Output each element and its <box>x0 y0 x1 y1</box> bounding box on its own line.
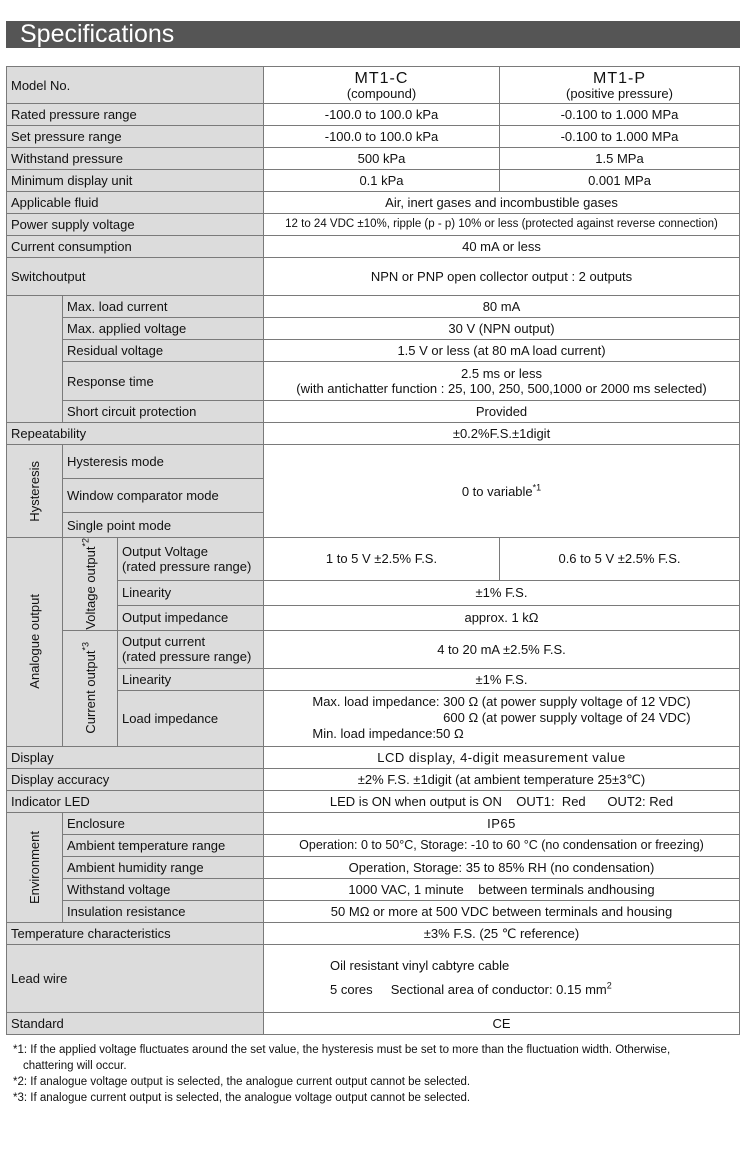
cell-value: 1000 VAC, 1 minute between terminals andhousing <box>264 878 740 900</box>
table-row <box>7 192 740 214</box>
table-row <box>7 768 740 790</box>
section-header <box>6 21 740 48</box>
row-label: Standard <box>7 1012 264 1034</box>
model-c: MT1-C <box>354 69 409 87</box>
row-label: Lead wire <box>7 944 264 1012</box>
group-label: Hysteresis <box>27 460 42 522</box>
table-row <box>7 1012 740 1034</box>
row-label: Switchoutput <box>7 258 264 296</box>
row-label: Withstand pressure <box>7 148 264 170</box>
table-row <box>7 630 740 668</box>
row-label: Display accuracy <box>7 768 264 790</box>
table-row <box>7 856 740 878</box>
voltage-group-label <box>80 538 98 630</box>
cell-value: ±0.2%F.S.±1digit <box>264 423 740 445</box>
cell-c: -100.0 to 100.0 kPa <box>264 126 500 148</box>
lead-wire-cell <box>264 944 740 1012</box>
table-row <box>7 362 740 401</box>
row-label: Repeatability <box>7 423 264 445</box>
load-impedance-block <box>312 694 690 742</box>
cell-value: ±1% F.S. <box>264 668 740 690</box>
cell-c: -100.0 to 100.0 kPa <box>264 104 500 126</box>
row-label: Output impedance <box>118 605 264 630</box>
table-row <box>7 340 740 362</box>
table-row <box>7 944 740 1012</box>
footnote-ref: *2 <box>80 538 91 547</box>
label-line: (rated pressure range) <box>122 558 252 574</box>
row-label: Display <box>7 746 264 768</box>
model-p-cell <box>500 67 740 104</box>
footnote-ref: *1 <box>532 482 542 493</box>
lead-wire-block <box>268 954 735 1002</box>
group-label: Analogue output <box>27 594 42 690</box>
cell-c: 500 kPa <box>264 148 500 170</box>
model-c-sub: (compound) <box>346 85 417 101</box>
row-label: Applicable fluid <box>7 192 264 214</box>
cell-value: IP65 <box>264 812 740 834</box>
cell-value: NPN or PNP open collector output : 2 outputs <box>264 258 740 296</box>
value-line <box>330 978 735 1002</box>
cell-p: 0.6 to 5 V ±2.5% F.S. <box>500 538 740 581</box>
hysteresis-group <box>7 445 63 538</box>
table-row <box>7 104 740 126</box>
response-line: 2.5 ms or less <box>461 366 542 381</box>
table-row <box>7 296 740 318</box>
cell-value: Provided <box>264 401 740 423</box>
row-label: Withstand voltage <box>63 878 264 900</box>
table-row <box>7 812 740 834</box>
footnote-ref: *3 <box>80 642 91 651</box>
cell-p: -0.100 to 1.000 MPa <box>500 126 740 148</box>
label-line: Output Voltage <box>122 543 209 559</box>
footnotes <box>13 1042 743 1106</box>
row-label: Minimum display unit <box>7 170 264 192</box>
analogue-group <box>7 538 63 747</box>
label-line: Output current <box>122 634 206 650</box>
row-label: Window comparator mode <box>63 479 264 513</box>
cell-value: 50 MΩ or more at 500 VDC between terminals and housing <box>264 900 740 922</box>
page-title: Specifications <box>20 20 175 48</box>
table-row <box>7 900 740 922</box>
group-text: Current output <box>82 650 98 734</box>
cell-value: 12 to 24 VDC ±10%, ripple (p - p) 10% or less (protected against reverse connection) <box>264 214 740 236</box>
table-row <box>7 318 740 340</box>
table-row <box>7 922 740 944</box>
row-label: Max. load current <box>63 296 264 318</box>
row-label <box>118 630 264 668</box>
cell-value: Operation: 0 to 50°C, Storage: -10 to 60 °C (no condensation or freezing) <box>264 834 740 856</box>
model-c-cell <box>264 67 500 104</box>
row-label: Indicator LED <box>7 790 264 812</box>
row-label: Linearity <box>118 668 264 690</box>
table-row <box>7 126 740 148</box>
table-row <box>7 258 740 296</box>
value-line: Max. load impedance: 300 Ω (at power supply voltage of 12 VDC) <box>312 694 691 710</box>
group-text: Voltage output <box>82 546 98 630</box>
environment-group <box>7 812 63 922</box>
cell-p: 1.5 MPa <box>500 148 740 170</box>
table-row <box>7 445 740 479</box>
cell-p: -0.100 to 1.000 MPa <box>500 104 740 126</box>
row-label: Current consumption <box>7 236 264 258</box>
cell-value: CE <box>264 1012 740 1034</box>
model-p: MT1-P <box>593 69 646 87</box>
row-label: Enclosure <box>63 812 264 834</box>
footnote: *1: If the applied voltage fluctuates around the set value, the hysteresis must be set to more than the fluctuation width. Otherwise, <box>13 1044 671 1056</box>
cell-value: ±2% F.S. ±1digit (at ambient temperature 25±3℃) <box>264 768 740 790</box>
row-label: Power supply voltage <box>7 214 264 236</box>
cell-value: ±3% F.S. (25 ℃ reference) <box>264 922 740 944</box>
row-label: Response time <box>63 362 264 401</box>
footnote: *3: If analogue current output is selected, the analogue voltage output cannot be selected. <box>13 1092 471 1104</box>
switch-output-group <box>7 296 63 423</box>
hysteresis-value <box>264 445 740 538</box>
group-label: Environment <box>27 830 42 904</box>
model-p-sub: (positive pressure) <box>566 85 673 101</box>
cell-value: LED is ON when output is ON OUT1: Red OUT2: Red <box>264 790 740 812</box>
row-label: Ambient humidity range <box>63 856 264 878</box>
value-text: 0 to variable <box>461 483 533 499</box>
row-label: Short circuit protection <box>63 401 264 423</box>
row-label: Single point mode <box>63 513 264 538</box>
table-row <box>7 746 740 768</box>
superscript: 2 <box>606 980 612 991</box>
load-impedance-cell <box>264 690 740 746</box>
footnote: chattering will occur. <box>23 1060 127 1072</box>
footnote: *2: If analogue voltage output is selected, the analogue current output cannot be selected. <box>13 1076 471 1088</box>
response-cell <box>264 362 740 401</box>
row-label <box>118 538 264 581</box>
row-label: Load impedance <box>118 690 264 746</box>
table-row <box>7 148 740 170</box>
table-row <box>7 236 740 258</box>
value-line: Oil resistant vinyl cabtyre cable <box>330 958 510 974</box>
row-label: Set pressure range <box>7 126 264 148</box>
value-text: 5 cores Sectional area of conductor: 0.15 mm <box>330 982 607 998</box>
cell-value: Air, inert gases and incombustible gases <box>264 192 740 214</box>
table-row <box>7 401 740 423</box>
label-line: (rated pressure range) <box>122 649 252 665</box>
table-row <box>7 423 740 445</box>
table-row <box>7 170 740 192</box>
row-label: Hysteresis mode <box>63 445 264 479</box>
spec-table <box>6 66 740 1035</box>
current-output-group <box>63 630 118 746</box>
table-row <box>7 790 740 812</box>
table-row <box>7 67 740 104</box>
row-label: Max. applied voltage <box>63 318 264 340</box>
value-line: 600 Ω (at power supply voltage of 24 VDC) <box>443 710 691 726</box>
row-label: Temperature characteristics <box>7 922 264 944</box>
row-label: Residual voltage <box>63 340 264 362</box>
cell-value: Operation, Storage: 35 to 85% RH (no condensation) <box>264 856 740 878</box>
cell-p: 0.001 MPa <box>500 170 740 192</box>
table-row <box>7 214 740 236</box>
row-label: Insulation resistance <box>63 900 264 922</box>
table-row <box>7 878 740 900</box>
cell-value: 30 V (NPN output) <box>264 318 740 340</box>
cell-value: 80 mA <box>264 296 740 318</box>
response-line: (with antichatter function : 25, 100, 250, 500,1000 or 2000 ms selected) <box>296 381 707 396</box>
cell-value: ±1% F.S. <box>264 580 740 605</box>
current-group-label <box>80 642 98 734</box>
table-row <box>7 538 740 581</box>
cell-value: 40 mA or less <box>264 236 740 258</box>
cell-c: 1 to 5 V ±2.5% F.S. <box>264 538 500 581</box>
value-line: Min. load impedance:50 Ω <box>312 726 464 742</box>
table-row <box>7 834 740 856</box>
cell-value: approx. 1 kΩ <box>264 605 740 630</box>
cell-value: 4 to 20 mA ±2.5% F.S. <box>264 630 740 668</box>
voltage-output-group <box>63 538 118 631</box>
cell-value: LCD display, 4-digit measurement value <box>264 746 740 768</box>
row-label: Rated pressure range <box>7 104 264 126</box>
row-label: Linearity <box>118 580 264 605</box>
model-label: Model No. <box>7 67 264 104</box>
cell-value: 1.5 V or less (at 80 mA load current) <box>264 340 740 362</box>
cell-c: 0.1 kPa <box>264 170 500 192</box>
row-label: Ambient temperature range <box>63 834 264 856</box>
